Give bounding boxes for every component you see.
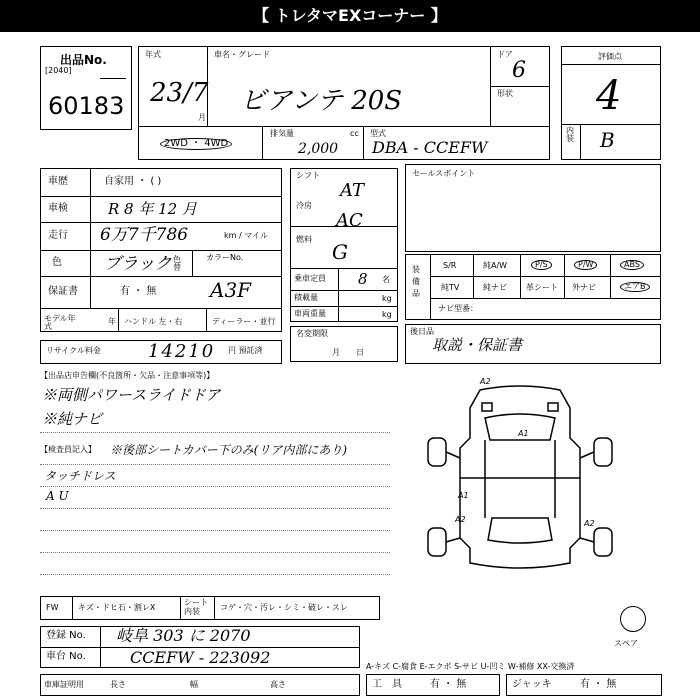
name-value: ビアンテ 20S [240,86,403,116]
later-items-label: 後日品 [410,327,434,336]
displacement-unit: cc [350,129,359,138]
ac-label: 冷房 [296,201,312,210]
notes-line1: ※両側パワースライドドア [42,386,221,404]
doors-label: ドア [497,50,513,59]
cert-length: 長さ [110,680,126,689]
reg-value: 岐阜 303 に 2070 [116,626,251,645]
page-title: 【 トレタマEXコーナー 】 [0,0,700,32]
year-value: 23/7 [150,78,209,108]
warranty-value: 有 ・ 無 [120,286,157,297]
inspector-line1: ※後部シートカバー下のみ(リア内部にあり) [110,443,348,457]
displacement-value: 2,000 [298,141,339,157]
jack-label: ジャッキ [512,679,552,690]
mileage-label: 走行 [48,230,68,241]
handle-label: ハンドル 左・右 [124,317,183,326]
spare-label: スペア [614,639,638,648]
chassis-label: 車台 No. [46,651,86,662]
spare-tire-icon [620,606,646,632]
equip-airbag: エアB [620,282,650,292]
weight-label: 車両重量 [294,309,326,318]
color-no-label: カラーNo. [206,253,244,262]
color-no-value: A3F [210,278,252,302]
mileage-value: 6万7千786 [100,225,189,245]
recycle-label: リサイクル料金 [46,346,101,355]
cert-label: 車庫証明用 [44,680,84,689]
equipment-label: 装備品 [412,265,420,298]
capacity-label: 乗車定員 [294,274,326,283]
ac-value: AC [336,210,363,231]
car-diagram [420,378,620,578]
fuel-value: G [332,240,348,264]
dealer-label: ディーラー・並行 [212,317,276,326]
inspector-line2: タッチドレス [44,469,116,483]
sales-point-label: セールスポイント [412,169,476,178]
kizu-label: キズ・ドヒ石・割レX [78,603,156,612]
name-label: 車名・グレード [214,50,270,59]
inspection-label: 車検 [48,203,68,214]
notes-line2: ※純ナビ [42,410,103,428]
doors-value: 6 [512,58,526,83]
recycle-value: 14210 [148,341,216,362]
notes-label: 【出品店申告欄(不良箇所・欠品・注意事項等)】 [40,371,215,380]
capacity-value: 8 [358,270,368,288]
equip-alloy: 純A/W [483,261,508,270]
equip-tv: 純TV [441,283,460,292]
model-year-unit: 年 [108,317,116,326]
interior-label: 内装 [566,126,574,143]
color-value: ブラック [104,254,172,274]
displacement-label: 排気量 [270,129,294,138]
name-change-label: 名変期限 [296,329,328,338]
chassis-value: CCEFW - 223092 [130,648,271,667]
equip-ps: P/S [531,260,552,270]
damage-mark-4: A2 [455,515,466,524]
cert-box [40,674,360,696]
jack-value: 有 ・ 無 [580,679,617,690]
year-label: 年式 [145,50,161,59]
cert-width: 幅 [190,680,198,689]
drive-label: 2WD ・ 4WD [160,138,232,150]
tools-label: 工 具 [372,679,402,690]
score-label: 評価点 [598,52,622,61]
model-value: DBA - CCEFW [372,138,488,157]
shift-label: シフト [296,171,320,180]
damage-mark-1: A2 [480,377,491,386]
reg-label: 登録 No. [46,630,86,641]
later-items-value: 取説・保証書 [432,336,523,354]
recycle-unit: 円 預託済 [228,346,263,355]
fw-label: FW [46,603,59,612]
load-unit: kg [382,294,392,303]
shift-value: AT [340,180,365,201]
score-value: 4 [596,73,622,119]
model-year-label: モデル年式 [44,314,76,331]
damage-mark-3: A1 [458,491,469,500]
damage-mark-2: A1 [518,429,529,438]
equip-pw: P/W [574,260,597,270]
cert-height: 高さ [270,680,286,689]
seat-label: シート内装 [184,598,208,616]
name-change-unit: 月 日 [332,348,364,357]
damage-mark-5: A2 [584,519,595,528]
car-history-value: 自家用 ・ ( ) [104,176,162,187]
navi-model-label: ナビ型番： [438,304,478,313]
lot-number: 60183 [48,92,125,120]
inspection-value: R 8 年 12 月 [108,200,197,218]
color-change-label: 色替 [173,255,181,272]
damage-legend: A-キズ C-腐食 E-エクボ S-サビ U-凹ミ W-補修 XX-交換済 [366,662,575,671]
weight-unit: kg [382,310,392,319]
fuel-label: 燃料 [296,235,312,244]
equip-navi: 純ナビ [483,283,507,292]
year-month-unit: 月 [198,113,206,122]
equip-ext-navi: 外ナビ [572,283,596,292]
inspector-line3: A U [46,489,69,503]
equip-leather: 革シート [526,283,558,292]
model-label: 型式 [370,129,386,138]
inspector-label: 【検査員記入】 [40,445,96,454]
interior-value: B [600,128,615,152]
capacity-unit: 名 [382,275,390,284]
equip-abs: ABS [620,260,644,270]
tools-value: 有 ・ 無 [430,679,467,690]
load-label: 積載量 [294,293,318,302]
warranty-label: 保証書 [48,286,78,297]
koge-label: コゲ・穴・汚レ・シミ・破レ・スレ [220,603,348,612]
shape-label: 形状 [497,89,513,98]
mileage-unit: km / マイル [224,231,269,240]
lot-label: 出品No. [60,53,107,67]
lot-code: [2040] [45,66,72,75]
equip-sr: S/R [443,261,457,270]
car-history-label: 車歴 [48,176,68,187]
color-label: 色 [52,257,62,268]
